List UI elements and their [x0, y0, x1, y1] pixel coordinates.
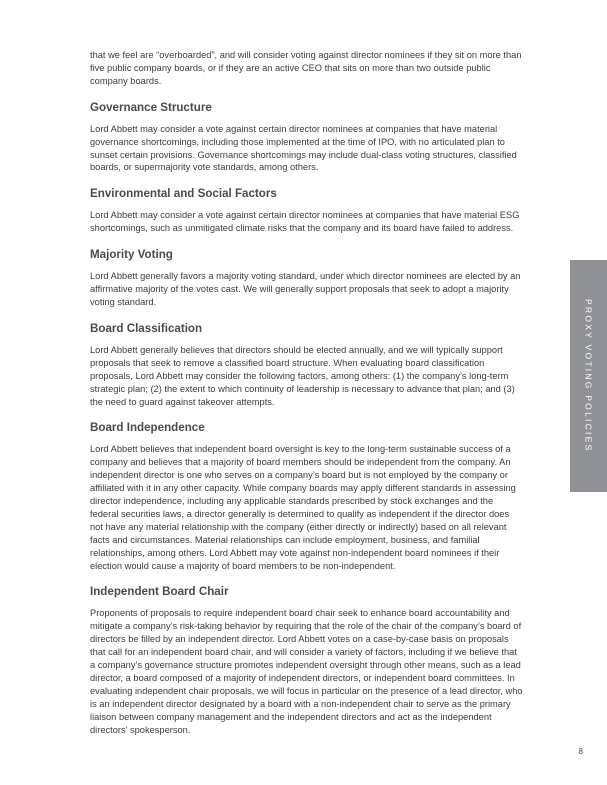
- intro-paragraph: that we feel are “overboarded”, and will consider voting against director nominees if they sit on more than five public company boards, or if they are an active CEO that sits on more than two outside public company boards.: [90, 50, 522, 86]
- side-tab-label: PROXY VOTING POLICIES: [583, 299, 594, 453]
- section-environmental-and-social-factors: [90, 187, 523, 235]
- section-body: Lord Abbett believes that independent board oversight is key to the long-term sustainable success of a company and believes that a majority of board members should be independent from the company. An independent director is one who serves on a company’s board but is not employed by the company or affiliated with it in any other capacity. While company boards may apply different standards in assessing director independence, including any applicable standards prescribed by stock exchanges and the federal securities laws, a director generally is determined to qualify as independent if the director does not have any material relationship with the company (either directly or indirectly) based on all relevant facts and circumstances. Material relationships can include employment, business, and familial relationships, among others. Lord Abbett may vote against non-independent board nominees if their election would cause a majority of board members to be non-independent.: [90, 444, 516, 571]
- section-independent-board-chair: [90, 585, 523, 736]
- section-body: Lord Abbett may consider a vote against certain director nominees at companies that have material ESG shortcomings, such as unmitigated climate risks that the company and its board have failed to address.: [90, 210, 520, 234]
- section-body: Lord Abbett may consider a vote against certain director nominees at companies that have material governance shortcomings, including those implemented at the time of IPO, with no articulated plan to sunset certain provisions. Governance shortcomings may include dual-class voting structures, classified boards, or supermajority vote standards, among others.: [90, 123, 517, 173]
- section-heading: Independent Board Chair: [90, 585, 229, 599]
- section-board-classification: [90, 322, 523, 409]
- section-body: Lord Abbett generally favors a majority voting standard, under which director nominees are elected by an affirmative majority of the votes cast. We will generally support proposals that seek to adopt a majority voting standard.: [90, 271, 521, 307]
- side-tab-proxy-voting-policies: [570, 260, 607, 492]
- section-heading: Board Independence: [90, 421, 205, 435]
- section-body: Lord Abbett generally believes that directors should be elected annually, and we will typically support proposals that seek to remove a classified board structure. When evaluating board classification proposals, Lord Abbett may consider the following factors, among others: (1) the company’s long-term strategic plan; (2) the extent to which continuity of leadership is necessary to advance that plan; and (3) the need to guard against takeover attempts.: [90, 344, 515, 407]
- section-heading: Governance Structure: [90, 100, 212, 114]
- section-heading: Majority Voting: [90, 248, 173, 262]
- page-content: [90, 49, 523, 746]
- section-governance-structure: [90, 101, 523, 175]
- section-board-independence: [90, 421, 523, 572]
- section-body: Proponents of proposals to require independent board chair seek to enhance board accountability and mitigate a company’s risk-taking behavior by requiring that the role of the chair of the company’s board of directors be filled by an independent director. Lord Abbett votes on a case-by-case basis on proposals that call for an independent board chair, and will consider a variety of factors, including if we believe that a company’s governance structure promotes independent oversight through other means, such as a lead director, a board composed of a majority of independent directors, or independent board committees. In evaluating independent chair proposals, we will focus in particular on the presence of a lead director, who is an independent director designated by a board with a non-independent chair to serve as the primary liaison between company management and the independent directors and act as the independent directors’ spokesperson.: [90, 608, 523, 735]
- section-heading: Environmental and Social Factors: [90, 187, 277, 201]
- section-majority-voting: [90, 248, 523, 309]
- page-number: 8: [578, 747, 583, 756]
- section-heading: Board Classification: [90, 321, 203, 335]
